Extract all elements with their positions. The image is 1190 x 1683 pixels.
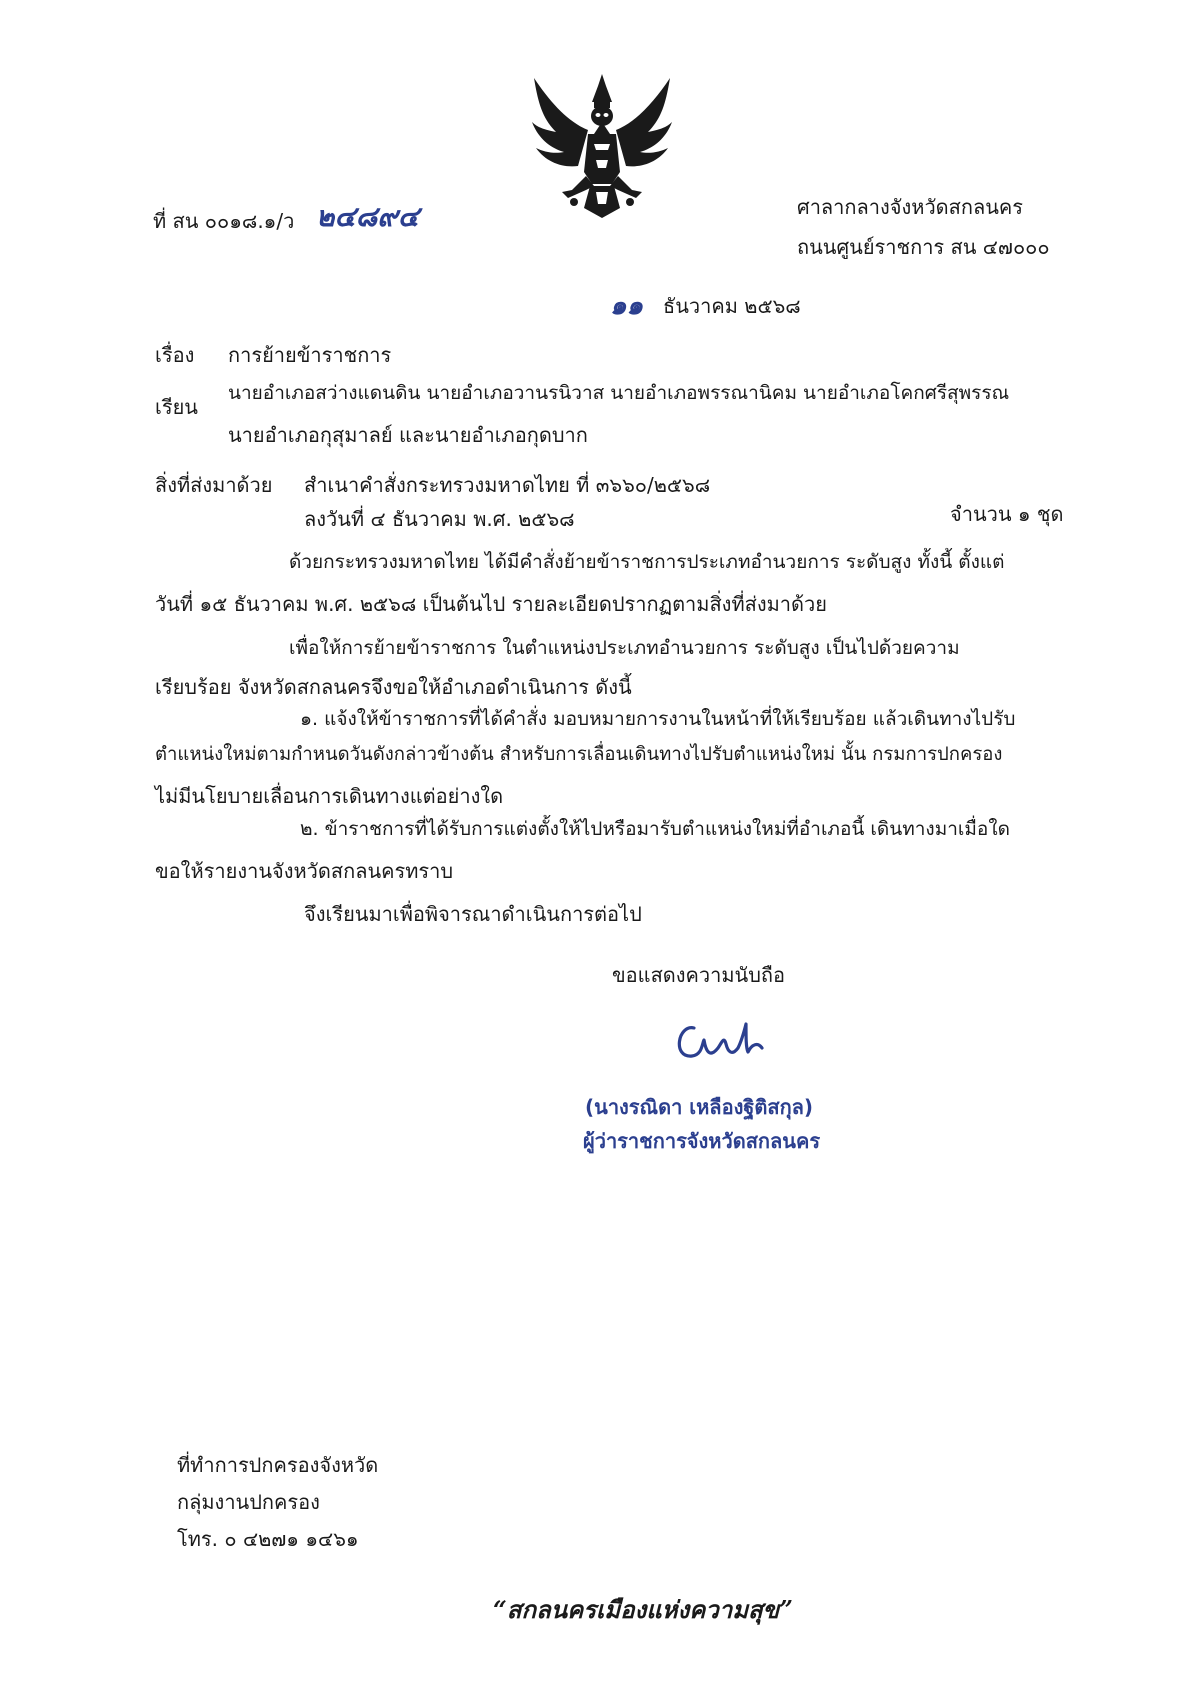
reference-number: ๒๔๘๙๔: [316, 200, 419, 233]
garuda-emblem-icon: [528, 72, 676, 222]
enclosure-label: สิ่งที่ส่งมาด้วย: [155, 473, 273, 497]
item1-line2: ตำแหน่งใหม่ตามกำหนดวันดังกล่าวข้างต้น สำหรับการเลื่อนเดินทางไปรับตำแหน่งใหม่ นั้น กรมการปกครอง: [155, 744, 1003, 765]
enclosure-line2: ลงวันที่ ๔ ธันวาคม พ.ศ. ๒๕๖๘: [304, 507, 575, 531]
paragraph1-line1: ด้วยกระทรวงมหาดไทย ได้มีคำสั่งย้ายข้าราชการประเภทอำนวยการ ระดับสูง ทั้งนี้ ตั้งแต่: [289, 551, 1005, 573]
date-day: ๑๑: [610, 291, 644, 321]
enclosure-count: จำนวน ๑ ชุด: [950, 502, 1064, 526]
signer-name: (นางรณิดา เหลืองฐิติสกุล): [585, 1095, 814, 1119]
reference-prefix: ที่ สน ๐๐๑๘.๑/ว: [153, 209, 295, 233]
handwritten-signature: [672, 1018, 772, 1064]
to-label: เรียน: [155, 395, 198, 419]
closing-line: จึงเรียนมาเพื่อพิจารณาดำเนินการต่อไป: [304, 902, 642, 926]
paragraph2-line1: เพื่อให้การย้ายข้าราชการ ในตำแหน่งประเภทอำนวยการ ระดับสูง เป็นไปด้วยความ: [289, 637, 960, 659]
salutation: ขอแสดงความนับถือ: [612, 963, 786, 987]
footer-phone: โทร. ๐ ๔๒๗๑ ๑๔๖๑: [177, 1527, 359, 1551]
item1-line1: ๑. แจ้งให้ข้าราชการที่ได้คำสั่ง มอบหมายการงานในหน้าที่ให้เรียบร้อย แล้วเดินทางไปรับ: [300, 708, 1016, 730]
office-address-line1: ศาลากลางจังหวัดสกลนคร: [797, 195, 1024, 219]
subject-text: การย้ายข้าราชการ: [228, 343, 392, 367]
signer-title: ผู้ว่าราชการจังหวัดสกลนคร: [583, 1129, 821, 1153]
item2-line2: ขอให้รายงานจังหวัดสกลนครทราบ: [155, 859, 454, 883]
paragraph1-line2: วันที่ ๑๕ ธันวาคม พ.ศ. ๒๕๖๘ เป็นต้นไป รายละเอียดปรากฏตามสิ่งที่ส่งมาด้วย: [155, 592, 827, 616]
enclosure-line1: สำเนาคำสั่งกระทรวงมหาดไทย ที่ ๓๖๖๐/๒๕๖๘: [304, 473, 711, 497]
footer-department2: กลุ่มงานปกครอง: [177, 1490, 320, 1514]
province-motto: “สกลนครเมืองแห่งความสุข”: [493, 1595, 793, 1624]
item2-line1: ๒. ข้าราชการที่ได้รับการแต่งตั้งให้ไปหรือมารับตำแหน่งใหม่ที่อำเภอนี้ เดินทางมาเมื่อใด: [300, 818, 1010, 840]
item1-line3: ไม่มีนโยบายเลื่อนการเดินทางแต่อย่างใด: [155, 784, 504, 808]
subject-label: เรื่อง: [155, 343, 195, 367]
paragraph2-line2: เรียบร้อย จังหวัดสกลนครจึงขอให้อำเภอดำเนินการ ดังนี้: [155, 675, 632, 699]
office-address-line2: ถนนศูนย์ราชการ สน ๔๗๐๐๐: [797, 235, 1050, 259]
to-line2: นายอำเภอกุสุมาลย์ และนายอำเภอกุดบาก: [228, 423, 588, 447]
footer-department1: ที่ทำการปกครองจังหวัด: [177, 1453, 379, 1477]
date-month-year: ธันวาคม ๒๕๖๘: [663, 294, 801, 318]
to-line1: นายอำเภอสว่างแดนดิน นายอำเภอวานรนิวาส นายอำเภอพรรณานิคม นายอำเภอโคกศรีสุพรรณ: [228, 382, 1010, 404]
